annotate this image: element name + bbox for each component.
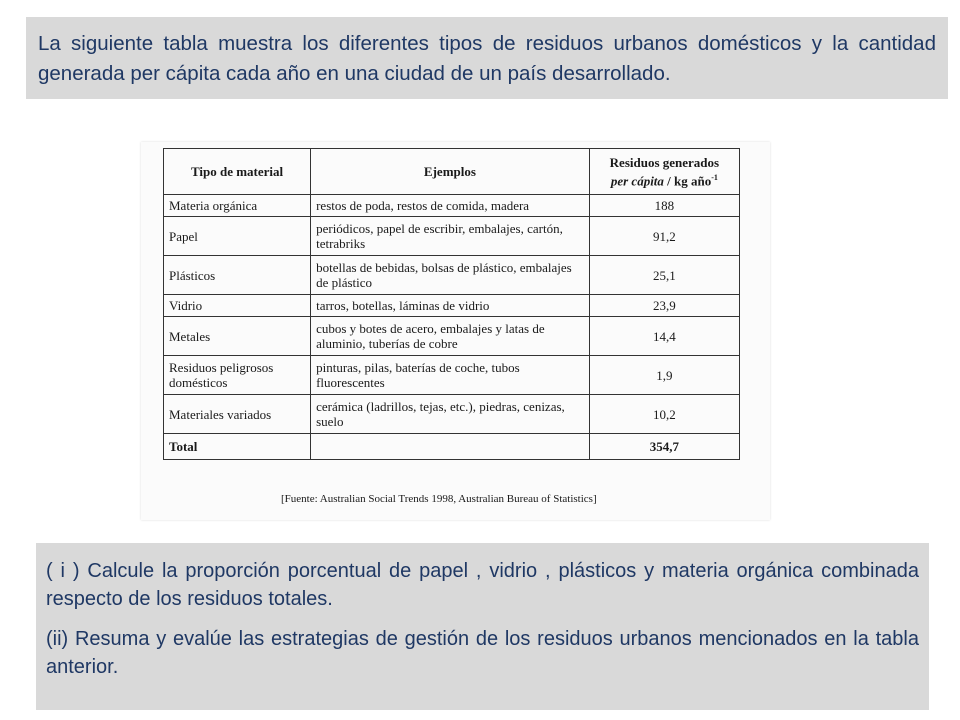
cell-material: Metales	[164, 317, 311, 356]
cell-examples: cerámica (ladrillos, tejas, etc.), piedras, cenizas, suelo	[311, 395, 590, 434]
cell-examples: cubos y botes de acero, embalajes y latas de aluminio, tuberías de cobre	[311, 317, 590, 356]
header-waste	[589, 149, 739, 195]
cell-material: Residuos peligrosos domésticos	[164, 356, 311, 395]
header-waste-line1: Residuos generados	[609, 154, 720, 170]
table-row	[164, 256, 740, 295]
header-material: Tipo de material	[164, 149, 311, 195]
header-waste-per-capita: per cápita	[610, 173, 664, 189]
cell-value: 23,9	[589, 295, 739, 317]
intro-text: La siguiente tabla muestra los diferentes tipos de residuos urbanos domésticos y la cantidad generada per cápita cada año en una ciudad de un país desarrollado.	[38, 32, 936, 85]
total-empty-cell	[311, 434, 590, 460]
total-label: Total	[164, 434, 311, 460]
table-source: [Fuente: Australian Social Trends 1998, Australian Bureau of Statistics]	[281, 493, 597, 505]
cell-value: 1,9	[589, 356, 739, 395]
cell-examples: tarros, botellas, láminas de vidrio	[311, 295, 590, 317]
cell-material: Vidrio	[164, 295, 311, 317]
header-examples: Ejemplos	[311, 149, 590, 195]
cell-examples: pinturas, pilas, baterías de coche, tubos fluorescentes	[311, 356, 590, 395]
question-1: ( i ) Calcule la proporción porcentual de papel , vidrio , plásticos y materia orgánica combinada respecto de los residuos totales.	[46, 560, 919, 610]
table-row	[164, 317, 740, 356]
intro-box	[26, 17, 948, 99]
header-waste-unit: / kg año	[663, 173, 712, 189]
cell-examples: periódicos, papel de escribir, embalajes, cartón, tetrabriks	[311, 217, 590, 256]
table-row	[164, 295, 740, 317]
table-row	[164, 395, 740, 434]
cell-material: Plásticos	[164, 256, 311, 295]
question-2: (ii) Resuma y evalúe las estrategias de gestión de los residuos urbanos mencionados en la tabla anterior.	[46, 628, 919, 678]
cell-material: Materiales variados	[164, 395, 311, 434]
header-waste-exponent: -1	[711, 172, 718, 182]
cell-material: Materia orgánica	[164, 195, 311, 217]
cell-examples: botellas de bebidas, bolsas de plástico, embalajes de plástico	[311, 256, 590, 295]
cell-examples: restos de poda, restos de comida, madera	[311, 195, 590, 217]
table-total-row	[164, 434, 740, 460]
table-row	[164, 217, 740, 256]
cell-value: 10,2	[589, 395, 739, 434]
total-value: 354,7	[589, 434, 739, 460]
cell-value: 14,4	[589, 317, 739, 356]
cell-value: 91,2	[589, 217, 739, 256]
cell-value: 25,1	[589, 256, 739, 295]
table-header-row	[164, 149, 740, 195]
cell-value: 188	[589, 195, 739, 217]
cell-material: Papel	[164, 217, 311, 256]
questions-box	[36, 543, 929, 710]
table-row	[164, 195, 740, 217]
waste-table	[163, 148, 740, 460]
table-row	[164, 356, 740, 395]
table-scan-image	[141, 142, 770, 520]
